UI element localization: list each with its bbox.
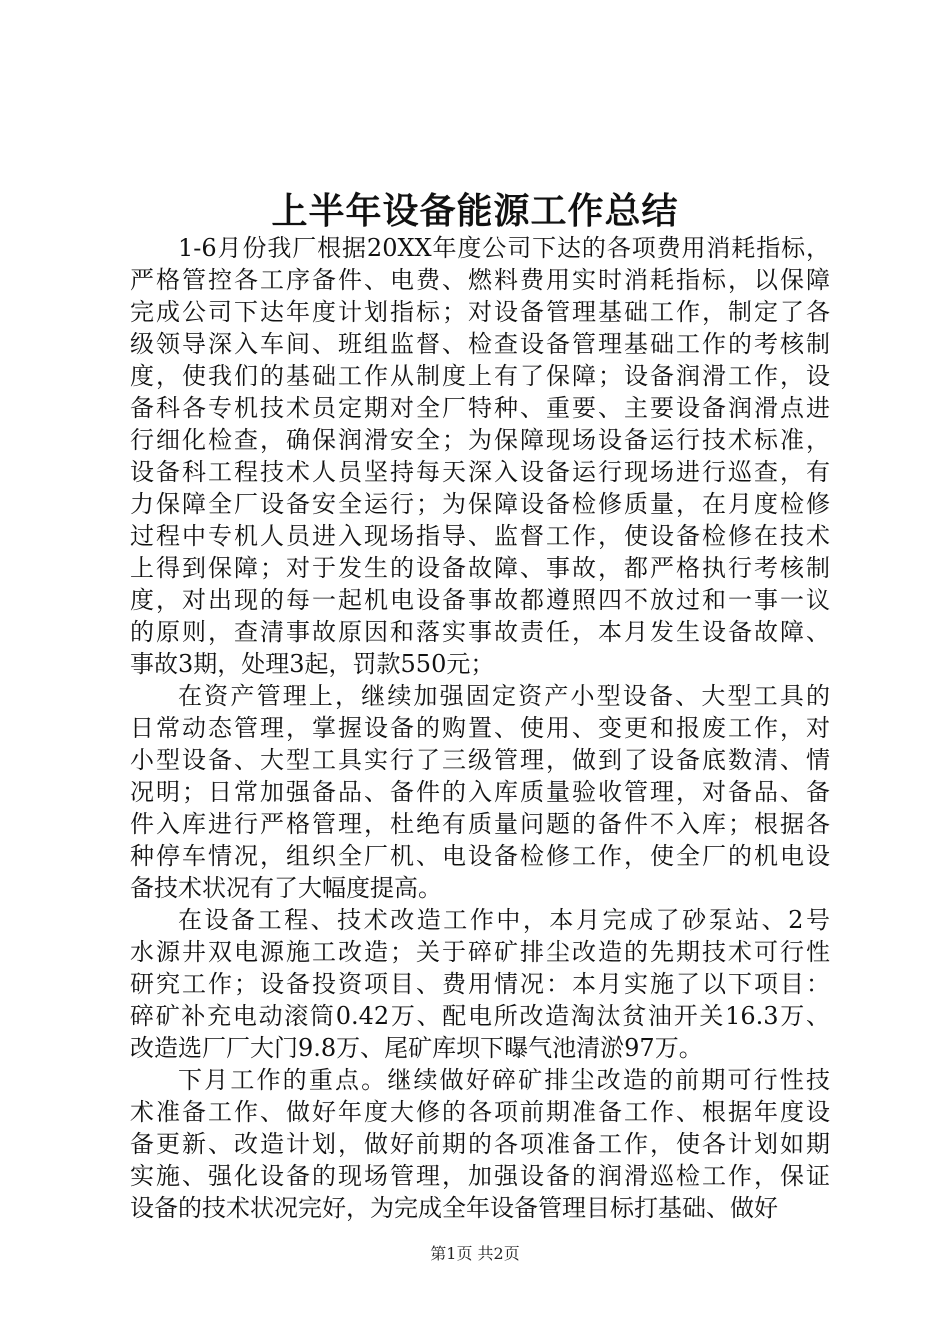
text-line: 备更新、改造计划，做好前期的各项准备工作，使各计划如期	[130, 1130, 830, 1158]
text-line: 上得到保障；对于发生的设备故障、事故，都严格执行考核制	[130, 554, 830, 582]
text-line: 种停车情况，组织全厂机、电设备检修工作，使全厂的机电设	[130, 842, 830, 870]
text-line: 改造选厂厂大门9.8万、尾矿库坝下曝气池清淤97万。	[130, 1034, 703, 1062]
text-line: 级领导深入车间、班组监督、检查设备管理基础工作的考核制	[130, 330, 830, 358]
text-line: 研究工作；设备投资项目、费用情况：本月实施了以下项目：	[130, 970, 830, 998]
text-line: 下月工作的重点。继续做好碎矿排尘改造的前期可行性技	[178, 1066, 830, 1094]
text-line: 备科各专机技术员定期对全厂特种、重要、主要设备润滑点进	[130, 394, 830, 422]
text-line: 行细化检查，确保润滑安全；为保障现场设备运行技术标准，	[130, 426, 830, 454]
body-paragraph	[130, 1064, 830, 1224]
text-line: 度，对出现的每一起机电设备事故都遵照四不放过和一事一议	[130, 586, 830, 614]
text-line: 在资产管理上，继续加强固定资产小型设备、大型工具的	[178, 682, 830, 710]
text-line: 碎矿补充电动滚筒0.42万、配电所改造淘汰贫油开关16.3万、	[130, 1002, 830, 1030]
text-line: 件入库进行严格管理，杜绝有质量问题的备件不入库；根据各	[130, 810, 830, 838]
body-paragraph	[130, 680, 830, 904]
text-line: 日常动态管理，掌握设备的购置、使用、变更和报废工作，对	[130, 714, 830, 742]
text-line: 设备的技术状况完好，为完成全年设备管理目标打基础、做好	[130, 1194, 778, 1222]
body-paragraph	[130, 904, 830, 1064]
document-title: 上半年设备能源工作总结	[271, 190, 679, 232]
text-line: 的原则，查清事故原因和落实事故责任，本月发生设备故障、	[130, 618, 830, 646]
document-body	[130, 232, 830, 1224]
text-line: 设备科工程技术人员坚持每天深入设备运行现场进行巡查，有	[130, 458, 830, 486]
text-line: 1-6月份我厂根据20XX年度公司下达的各项费用消耗指标，	[178, 234, 830, 262]
body-paragraph	[130, 232, 830, 680]
text-line: 完成公司下达年度计划指标；对设备管理基础工作，制定了各	[130, 298, 830, 326]
text-line: 事故3期，处理3起，罚款550元；	[130, 650, 495, 678]
text-line: 术准备工作、做好年度大修的各项前期准备工作、根据年度设	[130, 1098, 830, 1126]
text-line: 水源井双电源施工改造；关于碎矿排尘改造的先期技术可行性	[130, 938, 830, 966]
text-line: 严格管控各工序备件、电费、燃料费用实时消耗指标，以保障	[130, 266, 830, 294]
text-line: 力保障全厂设备安全运行；为保障设备检修质量，在月度检修	[130, 490, 830, 518]
page-footer: 第1页 共2页	[430, 1244, 520, 1263]
text-line: 实施、强化设备的现场管理，加强设备的润滑巡检工作，保证	[130, 1162, 830, 1190]
text-line: 在设备工程、技术改造工作中，本月完成了砂泵站、2号	[178, 906, 830, 934]
text-line: 小型设备、大型工具实行了三级管理，做到了设备底数清、情	[130, 746, 830, 774]
text-line: 度，使我们的基础工作从制度上有了保障；设备润滑工作，设	[130, 362, 830, 390]
text-line: 备技术状况有了大幅度提高。	[130, 874, 442, 902]
text-line: 过程中专机人员进入现场指导、监督工作，使设备检修在技术	[130, 522, 830, 550]
text-line: 况明；日常加强备品、备件的入库质量验收管理，对备品、备	[130, 778, 830, 806]
